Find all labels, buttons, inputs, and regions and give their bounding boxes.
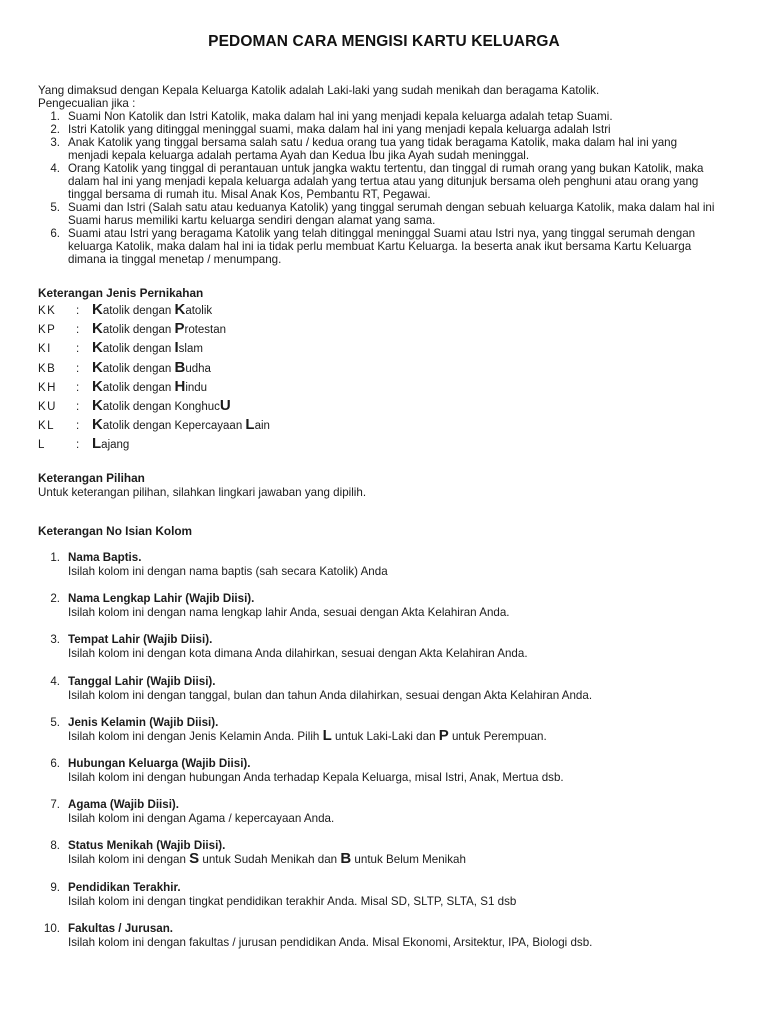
field-item: 2. Nama Lengkap Lahir (Wajib Diisi). Isilah kolom ini dengan nama lengkap lahir Anda, sesuai dengan Akta Kelahiran Anda. (38, 592, 718, 633)
marriage-desc: Katolik dengan Katolik (92, 301, 213, 318)
marriage-desc: Lajang (92, 435, 130, 453)
marriage-desc: Katolik dengan Kepercayaan Lain (92, 416, 270, 434)
field-item: 10. Fakultas / Jurusan. Isilah kolom ini dengan fakultas / jurusan pendidikan Anda. Misal Ekonomi, Arsitektur, IPA, Biologi dsb. (38, 922, 718, 963)
field-name: Hubungan Keluarga (Wajib Diisi). (68, 756, 251, 770)
field-name: Nama Baptis. (68, 551, 142, 564)
marriage-code-table (38, 303, 270, 457)
marriage-row: KP : Katolik dengan Protestan (38, 320, 227, 338)
marriage-code: KI (38, 343, 52, 356)
exception-list (38, 110, 718, 266)
field-item: 8. Status Menikah (Wajib Diisi). Isilah kolom ini dengan S untuk Sudah Menikah dan B untuk Belum Menikah (38, 839, 718, 880)
field-item: 7. Agama (Wajib Diisi). Isilah kolom ini dengan Agama / kepercayaan Anda. (38, 798, 718, 839)
field-list (38, 551, 718, 963)
marriage-row: KB : Katolik dengan Budha (38, 358, 211, 376)
marriage-code: KU (38, 400, 57, 413)
marriage-row: KL : Katolik dengan Kepercayaan Lain (38, 416, 270, 434)
marriage-code: KK (38, 305, 57, 317)
field-item: 5. Jenis Kelamin (Wajib Diisi). Isilah kolom ini dengan Jenis Kelamin Anda. Pilih L untuk Laki-Laki dan P untuk Perempuan. (38, 716, 718, 757)
pilihan-text: Untuk keterangan pilihan, silahkan lingkari jawaban yang dipilih. (38, 486, 367, 499)
field-item: 3. Tempat Lahir (Wajib Diisi). Isilah kolom ini dengan kota dimana Anda dilahirkan, sesuai dengan Akta Kelahiran Anda. (38, 633, 718, 674)
marriage-row: KH : Katolik dengan Hindu (38, 377, 208, 395)
field-desc: Isilah kolom ini dengan hubungan Anda terhadap Kepala Keluarga, misal Istri, Anak, Mertua dsb. (68, 770, 564, 784)
field-desc: Isilah kolom ini dengan fakultas / jurusan pendidikan Anda. Misal Ekonomi, Arsitektur, IPA, Biologi dsb. (68, 935, 593, 949)
field-name: Tempat Lahir (Wajib Diisi). (68, 633, 213, 647)
field-desc: Isilah kolom ini dengan Agama / kepercayaan Anda. (68, 812, 335, 826)
field-name: Nama Lengkap Lahir (Wajib Diisi). (68, 592, 255, 606)
field-item: 4. Tanggal Lahir (Wajib Diisi). Isilah kolom ini dengan tanggal, bulan dan tahun Anda dilahirkan, sesuai dengan Akta Kelahiran Anda. (38, 675, 718, 716)
exception-item: 2. Istri Katolik yang ditinggal meninggal suami, maka dalam hal ini yang menjadi kepala keluarga adalah Istri (50, 123, 611, 136)
marriage-code: L (38, 439, 46, 452)
marriage-desc: Katolik dengan Protestan (92, 320, 227, 338)
marriage-row: KU : Katolik dengan KonghucU (38, 396, 231, 414)
exception-item: 6. Suami atau Istri yang beragama Katolik yang telah ditinggal meninggal Suami atau Istri nya, yang tinggal serumah dengan keluarga Katolik, maka dalam hal ini ia tidak perlu membuat Kartu Keluarga. Ia beserta anak ikut bersama Kartu Keluarga dimana ia tinggal menetap / menumpang. (50, 227, 696, 266)
marriage-code: KH (38, 381, 57, 394)
marriage-desc: Katolik dengan Budha (92, 358, 211, 376)
field-item: 9. Pendidikan Terakhir. Isilah kolom ini dengan tingkat pendidikan terakhir Anda. Misal SD, SLTP, SLTA, S1 dsb (38, 881, 718, 922)
field-name: Jenis Kelamin (Wajib Diisi). (68, 715, 219, 729)
marriage-code: KP (38, 324, 57, 337)
marriage-row: KI : Katolik dengan Islam (38, 339, 203, 357)
exception-item: 3. Anak Katolik yang tinggal bersama salah satu / kedua orang tua yang tidak beragama Katolik, maka dalam hal ini yang menjadi kepala keluarga adalah pertama Ayah dan Kedua Ibu jika Ayah sudah meninggal. (50, 136, 678, 162)
exception-item: 1. Suami Non Katolik dan Istri Katolik, maka dalam hal ini yang menjadi kepala keluarga adalah tetap Suami. (50, 110, 613, 123)
field-desc: Isilah kolom ini dengan kota dimana Anda dilahirkan, sesuai dengan Akta Kelahiran Anda. (68, 647, 528, 661)
marriage-row: KK : Katolik dengan Katolik (38, 301, 213, 318)
marriage-code: KL (38, 420, 56, 433)
kolom-heading: Keterangan No Isian Kolom (38, 524, 193, 538)
intro-definition: Yang dimaksud dengan Kepala Keluarga Katolik adalah Laki-laki yang sudah menikah dan beragama Katolik. (38, 84, 600, 97)
pilihan-heading: Keterangan Pilihan (38, 471, 145, 485)
marriage-desc: Katolik dengan Hindu (92, 377, 208, 395)
field-item: 1. Nama Baptis. Isilah kolom ini dengan nama baptis (sah secara Katolik) Anda (38, 551, 718, 592)
exception-item: 4. Orang Katolik yang tinggal di perantauan untuk jangka waktu tertentu, dan tinggal di rumah orang yang bukan Katolik, maka dalam hal ini yang menjadi kepala keluarga adalah yang tertua atau yang ditunjuk bersama oleh penghuni atau orang yang tinggal bersama di rumah itu. Misal Anak Kos, Pembantu RT, Pegawai. (50, 162, 704, 201)
exception-item: 5. Suami dan Istri (Salah satu atau keduanya Katolik) yang tinggal serumah dengan sebuah keluarga Katolik, maka dalam hal ini Suami harus memiliki kartu keluarga sendiri dengan alamat yang sama. (50, 201, 715, 227)
marriage-desc: Katolik dengan KonghucU (92, 396, 231, 414)
field-desc: Isilah kolom ini dengan tingkat pendidikan terakhir Anda. Misal SD, SLTP, SLTA, S1 dsb (68, 894, 517, 908)
field-desc: Isilah kolom ini dengan Jenis Kelamin Anda. Pilih L untuk Laki-Laki dan P untuk Perempuan. (68, 726, 547, 744)
field-name: Status Menikah (Wajib Diisi). (68, 839, 226, 853)
field-name: Pendidikan Terakhir. (68, 880, 181, 894)
intro-section (38, 84, 718, 266)
page-title: PEDOMAN CARA MENGISI KARTU KELUARGA (208, 33, 560, 50)
field-desc: Isilah kolom ini dengan nama lengkap lahir Anda, sesuai dengan Akta Kelahiran Anda. (68, 606, 510, 620)
intro-exception-label: Pengecualian jika : (38, 97, 136, 110)
marriage-heading: Keterangan Jenis Pernikahan (38, 286, 204, 300)
marriage-row: L : Lajang (38, 435, 130, 453)
marriage-desc: Katolik dengan Islam (92, 339, 203, 357)
field-desc: Isilah kolom ini dengan S untuk Sudah Menikah dan B untuk Belum Menikah (68, 850, 466, 868)
field-name: Fakultas / Jurusan. (68, 921, 174, 935)
field-item: 6. Hubungan Keluarga (Wajib Diisi). Isilah kolom ini dengan hubungan Anda terhadap Kepala Keluarga, misal Istri, Anak, Mertua dsb. (38, 757, 718, 798)
field-name: Tanggal Lahir (Wajib Diisi). (68, 674, 216, 688)
field-desc: Isilah kolom ini dengan nama baptis (sah secara Katolik) Anda (68, 565, 388, 578)
field-desc: Isilah kolom ini dengan tanggal, bulan dan tahun Anda dilahirkan, sesuai dengan Akta Kelahiran Anda. (68, 688, 593, 702)
marriage-code: KB (38, 362, 57, 375)
field-name: Agama (Wajib Diisi). (68, 798, 180, 812)
